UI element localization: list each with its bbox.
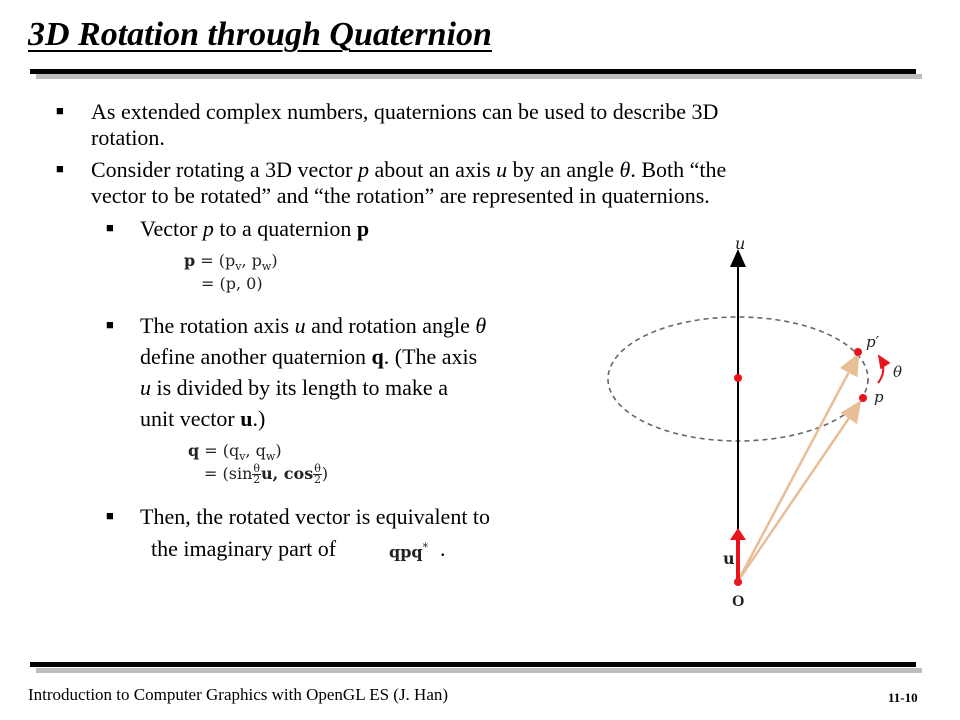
footer-rule [30, 662, 916, 667]
center-point [734, 374, 742, 382]
label-p-prime: p′ [866, 333, 880, 351]
label-origin: O [732, 593, 745, 610]
sentence-period: . [440, 536, 446, 561]
unit-vector-u-head [730, 528, 746, 540]
equation-qpq-star: qpq* [389, 541, 429, 562]
bullet-2-line-1: Consider rotating a 3D vector p about an axis u by an angle θ. Both “the [91, 157, 727, 182]
bullet-square-1: ■ [56, 103, 64, 118]
sub-bullet-2-line-4: unit vector u.) [140, 406, 266, 431]
sub-bullet-3-line-1: Then, the rotated vector is equivalent to [140, 504, 491, 529]
point-p-prime [854, 348, 862, 356]
bullet-square-2: ■ [56, 161, 64, 176]
point-p [859, 394, 867, 402]
footer-text: Introduction to Computer Graphics with OpenGL ES (J. Han) [28, 685, 449, 704]
sub-bullet-square-3: ■ [106, 508, 114, 523]
bullet-1-line-1: As extended complex numbers, quaternions can be used to describe 3D [91, 99, 719, 124]
rotation-circle [608, 317, 868, 441]
equation-q-line-1: $q = (q_v$, $q_w$) [188, 441, 282, 464]
vector-p-prime [738, 355, 858, 581]
sub-bullet-square-1: ■ [106, 220, 114, 235]
bullet-1-line-2: rotation. [91, 125, 165, 150]
label-u-axis: u [735, 234, 746, 253]
rotation-arc-arrow [878, 356, 883, 383]
slide-title: 3D Rotation through Quaternion [28, 16, 492, 53]
equation-q-line-2: = (sin $\frac{\theta}{2}$ u, cos $\frac{\theta}{2}$ ) [204, 462, 329, 486]
sub-bullet-2-line-3: u is divided by its length to make a [140, 375, 448, 400]
sub-bullet-1-text: Vector p to a quaternion p [140, 216, 370, 241]
vector-p [738, 402, 860, 581]
fraction-theta-over-2: $\frac{\theta}{2}$ [314, 462, 322, 486]
sub-bullet-3-line-2: the imaginary part of [151, 536, 337, 561]
origin-point [734, 578, 742, 586]
equation-p-line-2: = (p, 0) [201, 274, 263, 293]
sub-bullet-square-2: ■ [106, 317, 114, 332]
label-theta: θ [893, 363, 903, 381]
label-p: p [874, 388, 884, 406]
footer-rule-shadow [36, 668, 922, 673]
title-rule-shadow [36, 74, 922, 79]
sub-bullet-2-line-2: define another quaternion q. (The axis [140, 344, 478, 369]
sub-bullet-2-line-1: The rotation axis u and rotation angle θ [140, 313, 487, 338]
fraction-theta-over-2: $\frac{\theta}{2}$ [253, 462, 261, 486]
page-number: 11-10 [888, 690, 918, 705]
label-unit-u: u [723, 549, 735, 568]
bullet-2-line-2: vector to be rotated” and “the rotation” are represented in quaternions. [91, 183, 710, 208]
title-rule [30, 69, 916, 74]
equation-p-line-1: $p = (p_v$, $p_w$) [184, 251, 278, 274]
